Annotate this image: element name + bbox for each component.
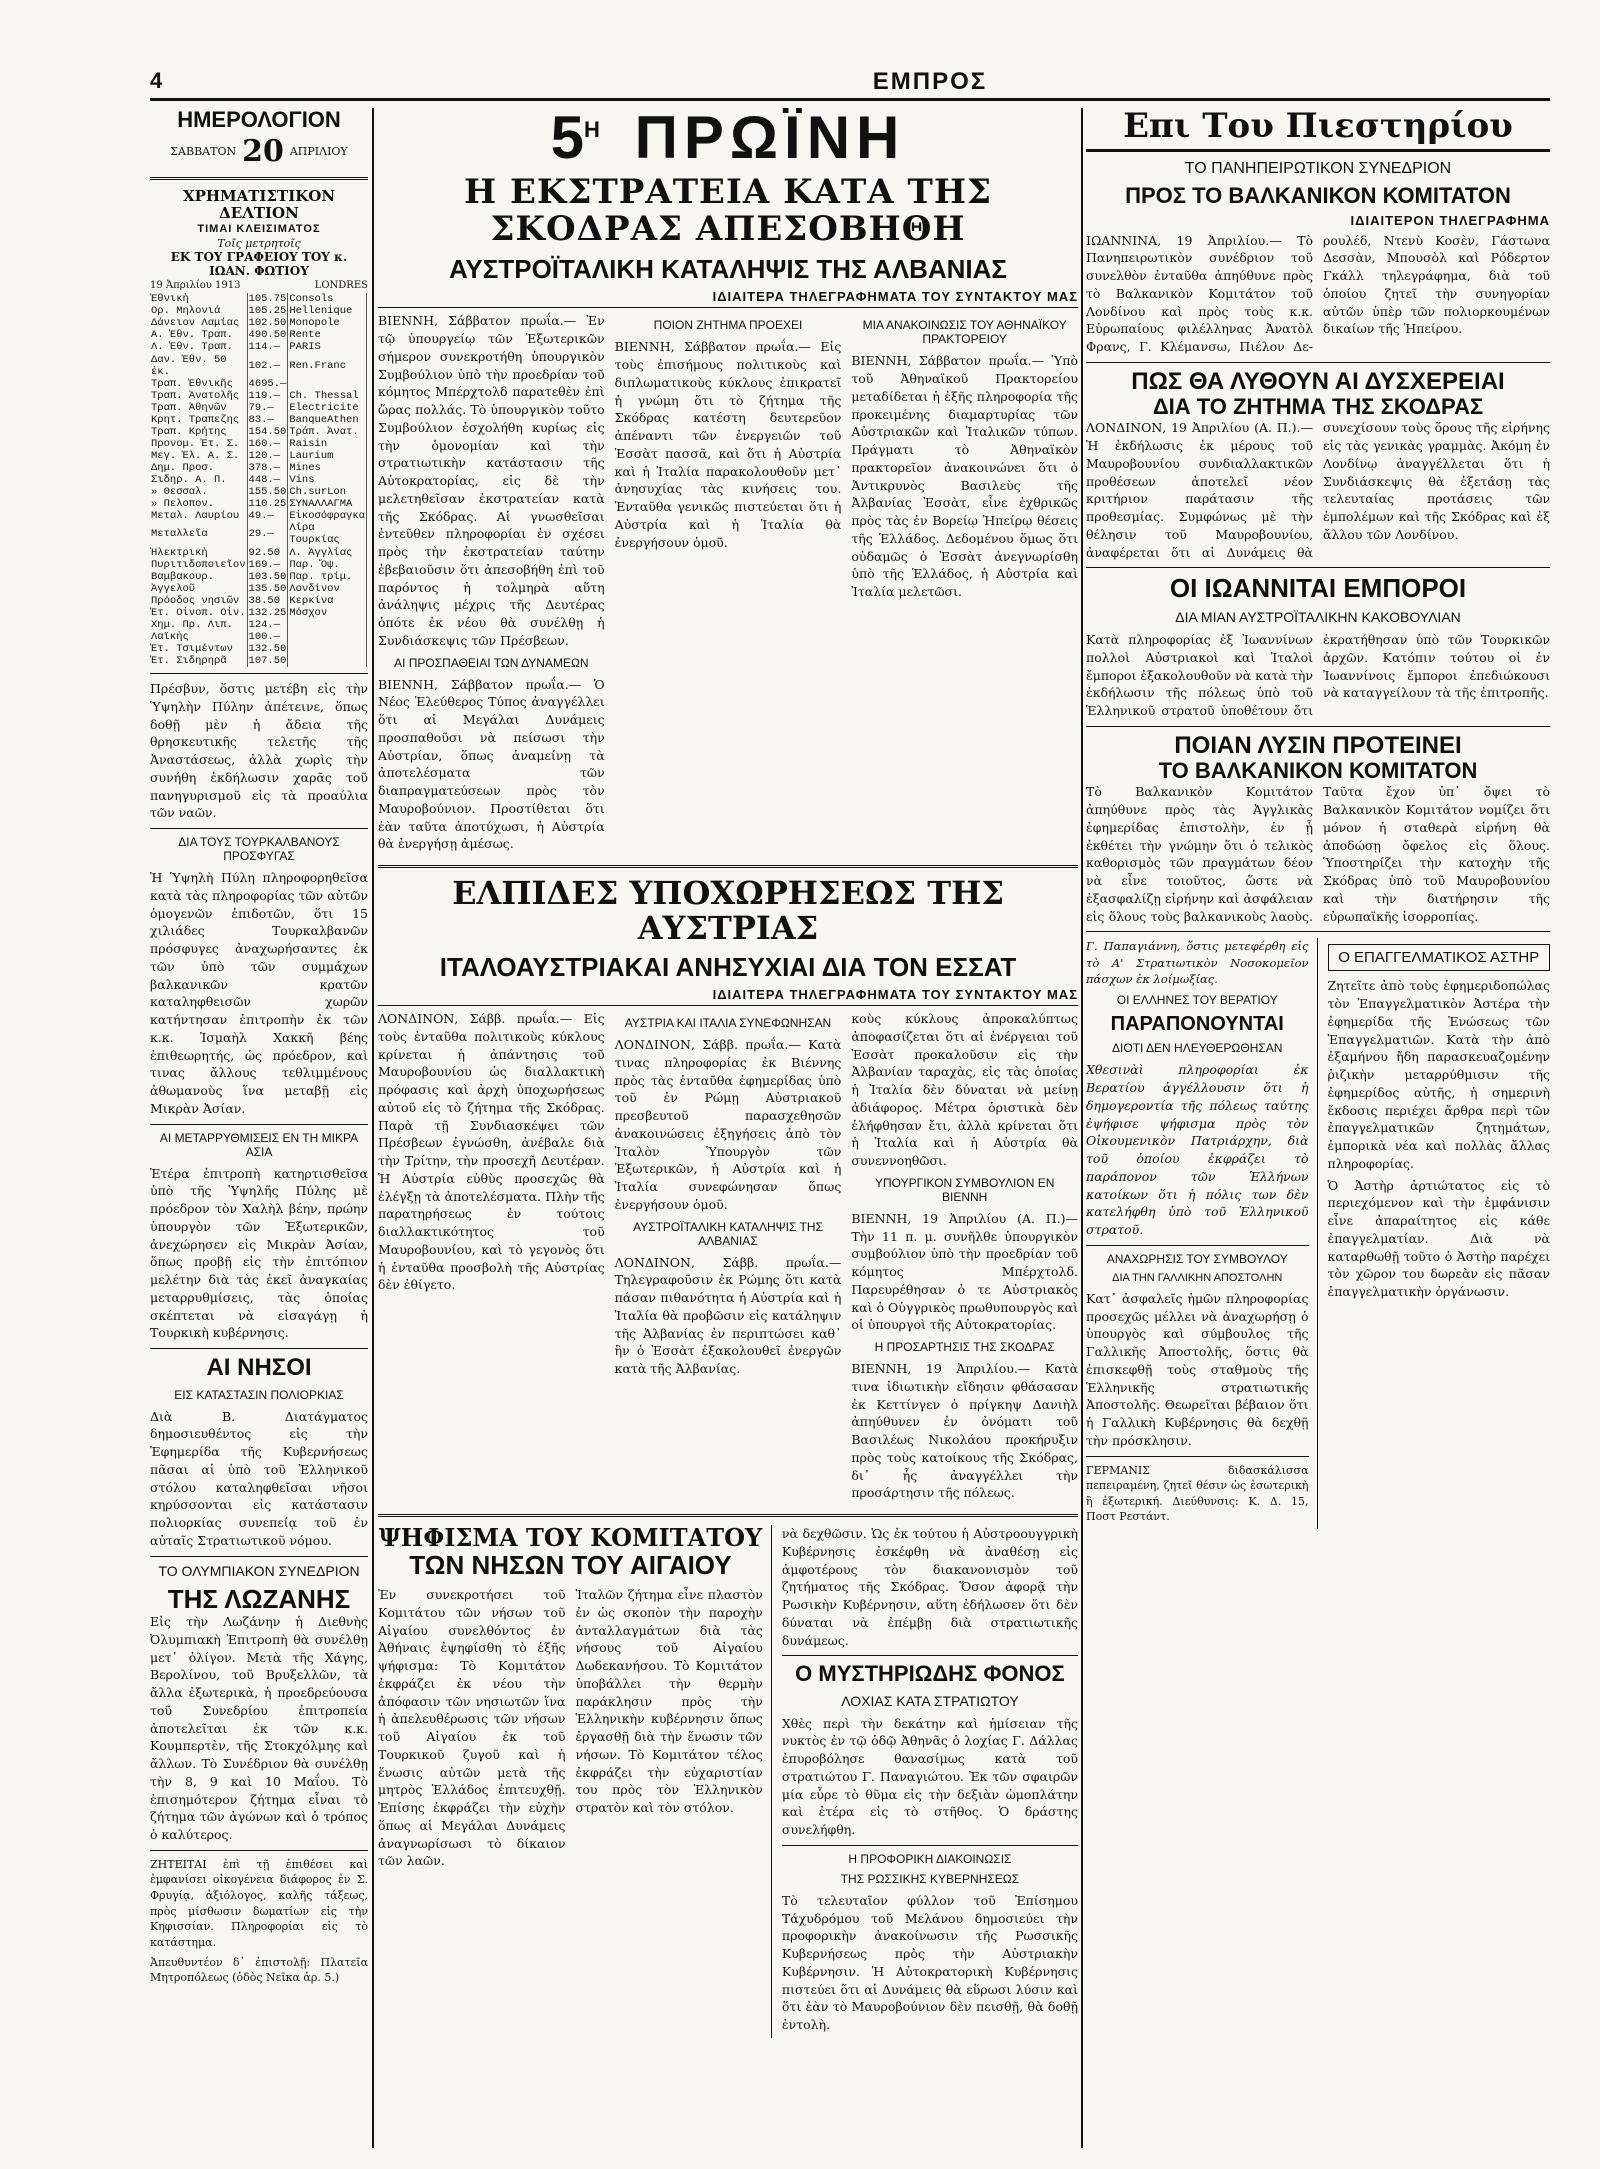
table-cell: Laurium (288, 450, 367, 462)
article-heading: ΑΥΣΤΡΟΪΤΑΛΙΚΗ ΚΑΤΑΛΗΨΙΣ ΤΗΣ ΑΛΒΑΝΙΑΣ (633, 1219, 823, 1248)
article-columns (378, 1586, 763, 1874)
table-cell: 378.— (247, 462, 288, 474)
table-cell: Τραπ. Ἀνατολῆς (150, 390, 247, 402)
table-cell (366, 595, 368, 607)
left-column (150, 108, 368, 2148)
table-cell: 155.50 (248, 486, 287, 499)
table-row (150, 655, 368, 667)
table-cell: Ἐτ. Οἰνοπ. Οἰν. (151, 606, 246, 619)
divider (782, 1655, 1078, 1656)
article-heading: ΥΠΟΥΡΓΙΚΟΝ ΣΥΜΒΟΥΛΙΟΝ ΕΝ ΒΙΕΝΝΗ (874, 1175, 1055, 1204)
bottom-articles (378, 1525, 1078, 2038)
main-subheadline: ΑΥΣΤΡΟΪΤΑΛΙΚΗ ΚΑΤΑΛΗΨΙΣ ΤΗΣ ΑΛΒΑΝΙΑΣ (449, 253, 1007, 284)
table-cell: Ch.surLon (288, 486, 367, 498)
divider (150, 828, 368, 829)
table-cell: 29.— (247, 522, 288, 546)
article-subheading: ΤΟ ΒΑΛΚΑΝΙΚΟΝ ΚΟΜΙΤΑΤΟΝ (1158, 758, 1478, 784)
table-cell: BanqueAthen (288, 414, 367, 426)
divider (1086, 567, 1550, 568)
table-cell: Παρ. Ὄψ. (288, 559, 367, 571)
table-cell: Μεγ. Ἐλ. Α. Σ. (150, 450, 247, 462)
table-row (150, 607, 368, 619)
table-cell: Α. Ἐθν. Τραπ. (150, 329, 247, 341)
article-subheading: ΠΡΟΣ ΤΟ ΒΑΛΚΑΝΙΚΟΝ ΚΟΜΙΤΑΤΟΝ (1125, 183, 1511, 209)
table-cell: 105.75 (248, 293, 287, 306)
table-cell (366, 583, 368, 595)
table-row (150, 426, 368, 438)
table-cell: 135.50 (248, 582, 287, 595)
table-row (150, 547, 368, 559)
table-cell: Consols (288, 293, 367, 305)
calendar-month: ΑΠΡΙΛΙΟΥ (289, 145, 348, 159)
article-heading: Η ΠΡΟΣΑΡΤΗΣΙΣ ΤΗΣ ΣΚΟΔΡΑΣ (874, 1340, 1055, 1355)
divider (1086, 1245, 1309, 1246)
table-row (150, 522, 368, 546)
stock-date: 19 Ἀπριλίου 1913 (150, 280, 241, 292)
table-row (150, 329, 368, 341)
article-heading: ΜΙΑ ΑΝΑΚΟΙΝΩΣΙΣ ΤΟΥ ΑΘΗΝΑΪΚΟΥ ΠΡΑΚΤΟΡΕΙΟΥ (862, 318, 1067, 347)
article-text: Κατ᾽ ἀσφαλεῖς ἡμῶν πληροφορίας προσεχῶς μέλλει νὰ ἀναχωρήσῃ ὁ ὑπουργὸς καὶ σύμβουλος τῆς Γαλλικῆς Ἀποστολῆς, ὅστις θὰ ἐπισκεφθῇ τοὺς σταθμοὺς τῆς Ἑλληνικῆς στρατιωτικῆς Ἀποστολῆς. Θεωρεῖται βέβαιον ὅτι ἡ Γαλλικὴ Κυβέρνησις θὰ δεχθῇ τὴν πρόσκλησιν. (1086, 1290, 1309, 1448)
table-cell: Δημ. Προσ. (150, 462, 247, 474)
stock-office: ΕΚ ΤΟΥ ΓΡΑΦΕΙΟΥ ΤΟΥ κ. ΙΩΑΝ. ΦΩΤΙΟΥ (170, 250, 348, 279)
table-cell: Hellenique (288, 305, 367, 317)
divider (378, 1514, 1078, 1517)
table-cell (366, 498, 368, 510)
article-subheading: ΔΙΟΤΙ ΔΕΝ ΗΛΕΥΘΕΡΩΘΗΣΑΝ (1112, 1041, 1283, 1056)
table-cell: Εἰκοσόφραγκα (289, 510, 365, 523)
calendar-date-row (150, 134, 368, 169)
table-cell (366, 559, 368, 571)
article-text: ΛΟΝΔΙΝΟΝ, Σάββ. πρωΐα.— Εἰς τοὺς ἐνταῦθα πολιτικοὺς κύκλους κρίνεται ἡ ἀπάντησις τοῦ Μαυροβουνίου ὡς διαλλακτικὴ πρόφασις καὶ ἀρχὴ ὑποχωρήσεως αὐτοῦ εἰς τὸ ζήτημα τῆς Σκόδρας. Παρὰ τῇ Συνδιασκέψει τῶν Πρέσβεων ἐγνώσθη, ἀνέβαλε διὰ τὴν Τρίτην, τὴν προσεχῆ Δευτέραν. Ἡ Αὐστρία εὐθὺς προσεχῶς θὰ ἐλέγξῃ τὰ ἀποτελέσματα. Πλὴν τῆς παρατηρήσεως ἐν τούτοις διαλλακτικότητος τοῦ Μαυροβουνίου, καὶ τὸ γεγονὸς ὅτι ἡ ἐνταῦθα προσβολὴ τῆς Αὐστρίας δὲν ἐθίγετο. (378, 1011, 605, 1293)
table-row (150, 341, 368, 353)
article-heading: ΔΙΑ ΤΟΥΣ ΤΟΥΡΚΑΛΒΑΝΟΥΣ ΠΡΟΣΦΥΓΑΣ (178, 835, 340, 864)
article-subheading: ΔΙΑ ΜΙΑΝ ΑΥΣΤΡΟΪΤΑΛΙΚΗΝ ΚΑΚΟΒΟΥΛΙΑΝ (1175, 609, 1461, 625)
divider (150, 1124, 368, 1125)
masthead: ΕΜΠΡΟΣ (872, 68, 988, 95)
table-cell: 124.— (247, 619, 288, 631)
divider (150, 1556, 368, 1557)
article-text: ΛΟΝΔΙΝΟΝ, Σάββ. πρωΐα.— Κατὰ τινας πληροφορίας ἐκ Βιέννης πρὸς τὰς ἐνταῦθα ἐφημερίδας ὑπὸ τοῦ ἐν Ρώμῃ Αὐστριακοῦ πρεσβευτοῦ παρασχεθησῶν ἀνακοινώσεις ἐξηγήσεις ἀπὸ τὸν Ἰταλὸν Ὑπουργὸν τῶν Ἐξωτερικῶν, ἡ Αὐστρία καὶ ἡ Ἰταλία συνεφώνησαν ὅπως ἐνεργήσουν ὁμοῦ. (614, 1037, 842, 1212)
divider (1086, 931, 1550, 932)
table-cell: 160.— (247, 438, 288, 450)
table-cell: 100.— (247, 631, 288, 643)
table-row (150, 474, 368, 486)
table-cell: Electricite (288, 402, 367, 414)
table-cell: 132.25 (248, 606, 287, 619)
table-cell: Σιδηρ. Α. Π. (150, 474, 247, 486)
table-cell: Λ. Ἐθν. Τραπ. (150, 341, 247, 353)
classified-ad: ΖΗΤΕΙΤΑΙ ἐπὶ τῇ ἐπιθέσει καὶ ἐμφανίσει οἰκογένεια διάφορος ἐν Σ. Φρυγίᾳ, ἀξιόλογος, καλῆς τάξεως, πρὸς μίσθωσιν δωματίων εἰς τὴν Κηφισσίαν. Πληροφορίαι εἰς τὸ κατάστημα. (150, 1857, 368, 1949)
edition-number: 5 (550, 108, 584, 171)
article-text: ΒΙΕΝΝΗ, Σάββατον πρωΐα.— Εἰς τοὺς ἐπισήμους πολιτικοὺς καὶ διπλωματικοὺς κύκλους ἐπικρατεῖ ἡ γνώμη ὅτι τὸ ζήτημα τῆς Σκόδρας κατέστη δευτερεῦον ἀπέναντι τῶν ἐνεργειῶν τοῦ Ἐσσὰτ πασσᾶ, καὶ ὅτι ἡ Αὐστρία καὶ ἡ Ἰταλία παρακολουθοῦν μετ᾽ ἀνησυχίας τὰς κινήσεις του. Ἐνταῦθα γενικῶς πιστεύεται ὅτι ἡ Αὐστρία καὶ ἡ Ἰταλία θὰ ἐνεργήσουν ὁμοῦ. (614, 339, 842, 550)
classified-ad: ΓΕΡΜΑΝΙΣ διδασκάλισσα πεπειραμένη, ζητεῖ θέσιν ὡς ἐσωτερικὴ ἢ ἐξωτερική. Διεύθυνσις: Κ. Δ. 15, Ποστ Ρεστάντ. (1086, 1463, 1309, 1524)
table-row (150, 378, 368, 390)
table-row (150, 643, 368, 655)
table-cell: 102.— (247, 354, 288, 378)
table-cell (366, 619, 368, 631)
divider (1086, 362, 1550, 363)
table-cell: 103.50 (248, 570, 287, 583)
table-cell: Μεταλλεῖα (150, 522, 247, 546)
table-cell (366, 293, 368, 305)
table-cell (366, 414, 368, 426)
second-subheadline: ΙΤΑΛΟΑΥΣΤΡΙΑΚΑΙ ΑΝΗΣΥΧΙΑΙ ΔΙΑ ΤΟΝ ΕΣΣΑΤ (439, 951, 1017, 982)
article-columns (378, 312, 1078, 857)
article-heading: ΟΙ ΕΛΛΗΝΕΣ ΤΟΥ ΒΕΡΑΤΙΟΥ (1116, 993, 1278, 1008)
article-text: ΒΙΕΝΝΗ, 19 Ἀπριλίου (Α. Π.)— Τὴν 11 π. μ. συνῆλθε ὑπουργικὸν συμβούλιον ὑπὸ τὴν προεδρίαν τοῦ κόμητος Μπέρχτολδ. Παρευρέθησαν ὁ τε Αὐστριακὸς καὶ ὁ Οὑγγρικὸς πρωθυπουργὸς καὶ οἱ ὑπουργοὶ τῆς Αὐτοκρατορίας. (851, 1210, 1078, 1333)
table-cell: 169.— (247, 559, 288, 571)
article-subheading: ΔΙΑ ΤΟ ΖΗΤΗΜΑ ΤΗΣ ΣΚΟΔΡΑΣ (1152, 394, 1484, 420)
table-cell: 119.— (247, 390, 288, 402)
telegraph-label: ΙΔΙΑΙΤΕΡΑ ΤΗΛΕΓΡΑΦΗΜΑΤΑ ΤΟΥ ΣΥΝΤΑΚΤΟΥ ΜΑΣ (378, 987, 1078, 1006)
edition-superscript: Η (584, 117, 600, 142)
center-column (378, 108, 1078, 2148)
article-note: Γ. Παπαγιάννη, ὅστις μετεφέρθη εἰς τὸ Α' Στρατιωτικὸν Νοσοκομεῖον πάσχων ἐκ λοίμωξίας. (1086, 939, 1309, 986)
press-banner: Επι Του Πιεστηρίου (1086, 108, 1550, 152)
article-heading: ΤΟ ΠΑΝΗΠΕΙΡΩΤΙΚΟΝ ΣΥΝΕΔΡΙΟΝ (1184, 160, 1452, 178)
article-text: ΛΟΝΔΙΝΟΝ, Σάββ. πρωΐα.— Τηλεγραφοῦσιν ἐκ Ρώμης ὅτι κατὰ πάσαν πιθανότητα ἡ Αὐστρία καὶ ἡ Ἰταλία θὰ προβῶσιν εἰς κατάληψιν τῆς Ἀλβανίας ἐν περιπτώσει καθ᾽ ἣν ὁ Ἐσσὰτ ἐξακολουθεῖ ἐνεργῶν κατὰ τῆς Ἀλβανίας. (614, 1254, 842, 1377)
table-row (150, 390, 368, 402)
table-row (150, 293, 368, 305)
article-heading: ΑΙ ΝΗΣΟΙ (206, 1354, 312, 1382)
article-text: ΒΙΕΝΝΗ, Σάββατον πρωΐα.— Ὁ Νέος Ἐλεύθερος Τύπος ἀναγγέλλει ὅτι αἱ Μεγάλαι Δυνάμεις προσπαθοῦσι νὰ πείσωσι τὴν Αὐστρίαν, ὅπως ἀναμείνῃ τὰ ἀποτελέσματα τῶν διαπραγματεύσεων πρὸς τὸν Μαυροβούνιον. Προστίθεται ὅτι ἐὰν ταῦτα ἀποτύχωσι, ἡ Αὐστρία θὰ ἐνεργήσῃ ἀμέσως. (378, 676, 605, 852)
table-cell: 92.50 (247, 547, 288, 559)
table-cell: 4695.— (248, 377, 287, 390)
table-cell: 448.— (247, 474, 288, 486)
article-heading: ΤΟ ΟΛΥΜΠΙΑΚΟΝ ΣΥΝΕΔΡΙΟΝ (158, 1562, 360, 1579)
table-row (150, 559, 368, 571)
article-text: Ζητεῖτε ἀπὸ τοὺς ἐφημεριδοπώλας τὸν Ἐπαγγελματικὸν Ἀστέρα τὴν ἐφημερίδα τῆς Ἑνώσεως τῶν Ἐπαγγελματιῶν. Κατὰ τὴν ἀπὸ ἐξαμήνου ἤδη παρασκευαζομένην ῥιζικὴν μεταρρύθμισιν τῆς ἐφημερίδος αὐτῆς, ἡ σημερινὴ ἔκδοσις περιέχει ἄρθρα περὶ τῶν ἐπαγγελματικῶν ζητημάτων, ἐμπορικὰ νέα καὶ πολλὰς ἄλλας πληροφορίας. (1327, 978, 1550, 1171)
table-cell: Τραπ. Ἀθηνῶν (150, 402, 247, 414)
table-cell: Raisin (288, 438, 367, 450)
table-cell: Λαϊκὴς (150, 631, 247, 643)
stock-london: LONDRES (314, 280, 368, 292)
divider (1086, 726, 1550, 727)
table-row (150, 462, 368, 474)
table-cell (366, 402, 368, 414)
article-text: ΛΟΝΔΙΝΟΝ, 19 Ἀπριλίου (Α. Π.).— Ἡ ἐκδήλωσις ἐκ μέρους τοῦ Μαυροβουνίου συνδιαλλακτικῶν προθέσεων ἀποτελεῖ νέον κριτήριον παράτασιν τῆς προθεσμίας. Συμφώνως μὲ τὴν θέλησιν τοῦ Μαυροβουνίου, ἀναφέρεται ὅτι αἱ Δυνάμεις θὰ συνεχίσουν τοὺς ὅρους τῆς εἰρήνης εἰς τὰς γενικὰς γραμμὰς. Ἀκόμη ἐν Λονδίνῳ ἀναγγέλλεται ὅτι ἡ Συνδιάσκεψις θὰ ἐξετάσῃ τὰς τελευταίας προτάσεις τῶν ἐμπολέμων καὶ τῆς Σκόδρας καὶ ἐξ ἄλλου τῶν Λονδίνου. (1086, 420, 1550, 560)
table-cell: Λ. Ἀγγλίας (288, 547, 367, 559)
telegraph-label: ΙΔΙΑΙΤΕΡΟΝ ΤΗΛΕΓΡΑΦΗΜΑ (1350, 212, 1550, 228)
table-row (150, 510, 368, 522)
article-text: Κατὰ πληροφορίας ἐξ Ἰωαννίνων πολλοὶ Αὐστριακοὶ καὶ Ἰταλοὶ ἔμποροι ἐξακολουθοῦν νὰ κατὰ τὴν ἐκδήλωσιν τῆς πόλεως ὑπὸ τοῦ Ἑλληνικοῦ στρατοῦ ὑποθέτουν ὅτι ἐκρατήθησαν ὑπὸ τῶν Τουρκικῶν ἀρχῶν. Κατόπιν τούτου οἱ ἐν Ἰωαννίνοις ἔμποροι ἐπεδιώκουσι νὰ καταγγείλουν τὰ τῆς ἐπιτροπῆς. (1086, 632, 1550, 718)
table-cell: Κερκίνα (288, 595, 367, 607)
article-subheading: ΠΑΡΑΠΟΝΟΥΝΤΑΙ (1110, 1013, 1284, 1036)
table-cell (366, 547, 368, 559)
article-text: Ἑτέρα ἐπιτροπὴ κατηρτισθεῖσα ὑπὸ τῆς Ὑψηλῆς Πύλης μὲ πρόεδρον τὸν Χαλὴλ βέην, πρώην ὑπουργὸν τῶν Ἐξωτερικῶν, ἀνεχώρησεν εἰς Μικρὰν Ἀσίαν, ὅπως προβῇ εἰς τὴν ἐπιτόπιον μελέτην διὰ τὰς ἐκεῖ ἀναγκαίας μεταρρυθμίσεις, τὰς ὁποίας σκέπτεται νὰ εἰσαγάγῃ ἡ Τουρκικὴ κυβέρνησις. (150, 1165, 368, 1341)
stock-title: ΧΡΗΜΑΤΙΣΤΙΚΟΝ ΔΕΛΤΙΟΝ (182, 187, 336, 222)
article-text: Ἰταλῶν ζήτημα εἶνε πλαστὸν ἐν ὡς σκοπὸν τὴν παροχὴν ἀνταλλαγμάτων διὰ τὰς νήσους τοῦ Αἰγαίου Δωδεκανήσου. Τὸ Κομιτάτον ὑποβάλλει τὴν θερμὴν παράκλησιν πρὸς τὴν Ἑλληνικὴν κυβέρνησιν ὅπως ἐργασθῇ διὰ τὴν ἕνωσιν τῶν νήσων. Τὸ Κομιτάτον τέλος ἐκφράζει τὴν εὐχαριστίαν του πρὸς τὸν Ἑλληνικὸν στρατὸν καὶ τὸν στόλον. (575, 1587, 763, 1816)
article-text: Ἐν συνεκροτήσει τοῦ Κομιτάτου τῶν νήσων τοῦ Αἰγαίου συνελθόντος ἐν Ἀθήναις ἐψηφίσθη τὸ ἑξῆς ψήφισμα: Τὸ Κομιτάτον ἐκφράζει ἐκ νέου τὴν ἀπόφασιν τῶν νησιωτῶν ἵνα ἡ ἀπελευθέρωσις τῶν νήσων τοῦ Αἰγαίου ἐκ τοῦ Τουρκικοῦ ζυγοῦ καὶ ἡ ἕνωσις αὐτῶν μετὰ τῆς μητρὸς Ἑλλάδος ἐπιτευχθῇ. Ἐπίσης ἐκφράζει τὴν εὐχὴν ὅπως αἱ Μεγάλαι Δυνάμεις ἀναγνωρίσωσι τὸ δίκαιον τῶν λαῶν. (378, 1587, 566, 1869)
divider (150, 1850, 368, 1851)
table-cell: Λίρα Τουρκίας (288, 522, 367, 546)
article-text: ΒΙΕΝΝΗ, Σάββατον πρωΐα.— Ἐν τῷ ὑπουργείῳ τῶν Ἐξωτερικῶν σήμερον συνεκροτήθη ὑπουργικὸν Συμβούλιον ὑπὸ τὴν προεδρίαν τοῦ κόμητος Μπέρχτολδ παρατεθὲν ἐπὶ ὥρας πολλάς. Τὸ ὑπουργικὸν τοῦτο Συμβούλιον ἐσχολήθη κυρίως εἰς τὴν ὁμονομίαν καὶ τὴν στρατιωτικὴν κατάστασιν τῆς Αὐτοκρατορίας, εἰς δὲ τὴν μελετηθεῖσαν ἐκστρατείαν κατὰ τῆς Σκόδρας. Αἱ γνωσθεῖσαι ἐντεῦθεν πληροφορίαι ἐν σχέσει πρὸς τὴν ἐκστρατείαν ταύτην ἐβεβαιοῦσιν ὅτι ἀπεσοβήθη ἐπὶ τοῦ παρόντος ἡ τολμηρὰ αὕτη ἀνάληψις μέχρις τῆς Δευτέρας ὁπότε ἐκ νέου θὰ συνέλθῃ ἡ Συνδιάσκεψις τῶν Πρέσβεων. (378, 313, 605, 648)
table-cell: Μόσχον (288, 607, 367, 619)
calendar-day: ΣΑΒΒΑΤΟΝ (170, 145, 237, 159)
article-subheading: ΤΗΣ ΛΩΖΑΝΗΣ (167, 1583, 351, 1614)
table-row (150, 486, 368, 498)
article-heading: Ο ΜΥΣΤΗΡΙΩΔΗΣ ΦΟΝΟΣ (795, 1661, 1065, 1687)
table-cell: Ἠλεκτρικὴ (150, 547, 247, 559)
table-cell: 38.50 (247, 595, 288, 607)
article-heading: ΑΥΣΤΡΙΑ ΚΑΙ ΙΤΑΛΙΑ ΣΥΝΕΦΩΝΗΣΑΝ (624, 1016, 832, 1031)
table-cell: Λονδίνον (288, 583, 367, 595)
right-column (1086, 108, 1550, 2148)
calendar-date: 20 (242, 134, 284, 170)
article-text: ΙΩΑΝΝΙΝΑ, 19 Ἀπριλίου.— Τὸ Πανηπειρωτικὸν συνέδριον τοῦ συνελθὸν ἐνταῦθα ἀπηύθυνε πρὸς τὸ Βαλκανικὸν Κομιτάτον τοῦ Λονδίνου καὶ πρὸς τοὺς κ.κ. Εὐρωπαίους φιλέλληνας Ἀνατὸλ Φρανς, Γ. Κλέμανσω, Πιέλον Δε- ρουλέδ, Ντενὺ Κοσὲν, Γάστωνα Δεσσὰν, Μπουσὸλ καὶ Ρόδερτον Γκάλλ τηλεγράφημα, διὰ τοῦ ὁποίου ζητεῖ τὴν συνηγορίαν αὐτῶν ὑπὲρ τῶν πολιορκουμένων δικαίων τῆς Ἠπείρου. (1086, 232, 1550, 355)
table-row (150, 583, 368, 595)
table-cell (366, 305, 368, 317)
table-cell: ΣΥΝΑΛΛΑΓΜΑ (288, 498, 367, 510)
table-cell (288, 643, 367, 655)
table-cell (366, 341, 368, 353)
table-cell (366, 486, 368, 498)
table-cell: Ἐτ. Σιδηρηρᾶ (150, 655, 247, 667)
article-subheading: ΕΙΣ ΚΑΤΑΣΤΑΣΙΝ ΠΟΛΙΟΡΚΙΑΣ (174, 1387, 344, 1402)
article-text: ΒΙΕΝΝΗ, Σάββατον πρωΐα.— Ὑπὸ τοῦ Ἀθηναϊκοῦ Πρακτορείου μεταδίδεται ἡ ἐξῆς πληροφορία τῆς προκειμένης διαμαρτυρίας τῶν Αὐστριακῶν καὶ Ἰταλικῶν τύπων. Πράγματι τὸ Ἀθηναϊκὸν πρακτορεῖον ἀνακοινώνει ὅτι ὁ Ἀντικρυνὸς Βασιλεὺς τῆς Ἀλβανίας Ἐσσὰτ, εἶνε ἐχθρικῶς πρὸς τὰς ἐν Βορείῳ Ἠπείρῳ θέσεις τῆς Ἑλλάδος. Δεδομένου ὅμως ὅτι οὐδαμῶς ὁ Ἐσσὰτ ἀνεγνωρίσθη ὑπὸ τῆς Ἑλλάδος, ἡ Αὐστρία καὶ Ἰταλία μελετῶσι. (851, 353, 1078, 600)
second-headline: ΕΛΠΙΔΕΣ ΥΠΟΧΩΡΗΣΕΩΣ ΤΗΣ ΑΥΣΤΡΙΑΣ (452, 874, 1004, 948)
divider (150, 673, 368, 674)
table-row (150, 631, 368, 643)
article-text: Πρέσβυν, ὅστις μετέβη εἰς τὴν Ὑψηλὴν Πύλην ἀπέτεινε, ὅπως δοθῇ μὲν ἡ ἄδεια τῆς θρησκευτικῆς τελετῆς τῆς Ἀναστάσεως, ἀλλὰ χωρὶς τὴν συνήθη ἐκδήλωσιν χαρᾶς τοῦ πανηγυρισμοῦ εἰς τὰ προαύλια τῶν ναῶν. (150, 681, 368, 821)
article-subheading: ΤΩΝ ΝΗΣΩΝ ΤΟΥ ΑΙΓΑΙΟΥ (409, 1550, 732, 1581)
table-cell (366, 317, 368, 329)
table-row (150, 414, 368, 426)
bottom-right-articles (1086, 938, 1550, 1529)
article-heading: ΨΗΦΙΣΜΑ ΤΟΥ ΚΟΜΙΤΑΤΟΥ (378, 1523, 763, 1553)
main-headline: Η ΕΚΣΤΡΑΤΕΙΑ ΚΑΤΑ ΤΗΣ ΣΚΟΔΡΑΣ ΑΠΕΣΟΒΗΘΗ (464, 172, 992, 250)
table-cell: Χημ. Πρ. Λιπ. (150, 619, 247, 631)
table-cell: Μεταλ. Λαυρίου (150, 510, 247, 522)
table-cell: Τραπ. Ἐθνικῆς (150, 378, 247, 390)
divider (378, 865, 1078, 868)
article-subheading: ΔΙΑ ΤΗΝ ΓΑΛΛΙΚΗΝ ΑΠΟΣΤΟΛΗΝ (1112, 1271, 1283, 1284)
table-cell: Ορ. Μηλονιά (150, 305, 247, 317)
table-cell (366, 426, 368, 438)
table-cell: Δαν. Ἐθν. 50 ἐκ. (150, 354, 247, 378)
table-cell (288, 631, 367, 643)
table-cell (366, 378, 368, 390)
table-cell: Ren.Franc (288, 354, 367, 378)
table-row (150, 305, 368, 317)
table-cell: 120.— (247, 450, 288, 462)
table-cell: PARIS (288, 341, 367, 353)
table-cell (366, 438, 368, 450)
table-cell (288, 619, 367, 631)
page-header (150, 68, 1550, 101)
table-row (150, 402, 368, 414)
article-text: Εἰς τὴν Λωζάνην ἡ Διεθνὴς Ὀλυμπιακὴ Ἐπιτροπὴ θὰ συνέλθῃ μετ᾽ ὀλίγον. Μετὰ τῆς Χάγης, Βερολίνου, τοῦ Βρυξελλῶν, τὰ ἄλλα ἐξωτερικὰ, ἡ προεδρεύουσα τοῦ Συνεδρίου ἐπιτροπεία ἀποτελεῖται ἐκ τῶν κ.κ. Κουμπερτὲν, τῆς Στοκχόλμης καὶ ἄλλων. Τὸ Συνέδριον θὰ συνέλθῃ τὴν 8, 9 καὶ 10 Μαΐου. Τὸ ἐπισημότερον ζήτημα εἶναι τὸ ζήτημα τῶν ἀγώνων καὶ ὁ τρόπος ὁ καλύτερος. (150, 1614, 368, 1843)
table-cell: Παρ. τρίμ. (288, 571, 367, 583)
table-cell (366, 390, 368, 402)
column-divider (1081, 108, 1083, 2148)
table-cell: Προνομ. Ἐτ. Σ. (150, 438, 247, 450)
table-row (150, 317, 368, 329)
table-cell (366, 607, 368, 619)
table-cell (366, 571, 368, 583)
table-cell: 490.50 (248, 329, 287, 342)
table-cell: 83.— (247, 414, 288, 426)
article-text: Τὸ τελευταῖον φύλλον τοῦ Ἐπίσημου Τάχυδρόμου τοῦ Μελάνου δημοσιεύει τὴν προφορικὴν ἀνακοίνωσιν τῆς Ρωσσικῆς Κυβερνήσεως πρὸς τὴν Αὐστριακὴν Κυβέρνησιν. Ἡ Αὐτοκρατορικὴ Κυβέρνησις πιστεύει ὅτι αἱ Δυνάμεις θὰ εὕρωσι λύσιν καὶ ὅτι ἐὰν τὸ Μαυροβούνιον δὲν πεισθῇ, θὰ δοθῇ ἐντολὴ. (781, 1892, 1078, 2033)
table-row (150, 571, 368, 583)
table-cell: Ἐτ. Τσιμέντων (150, 643, 247, 655)
article-text: Χθεσινὰὶ πληροφορίαι ἐκ Βερατίου ἀγγέλλουσιν ὅτι ἡ δημογεροντία τῆς πόλεως ταύτης ἐψήφισε ψήφισμα πρὸς τὸν Οἰκουμενικὸν Πατριάρχην, διὰ τοῦ ὁποίου ἐκφράζει τὸ παράπονον τῶν Ἑλλήνων κατοίκων ὅτι ἡ πόλις των δὲν κατελήφθη ὑπὸ τοῦ Ἑλληνικοῦ στρατοῦ. (1086, 1062, 1309, 1238)
article-heading: ΟΙ ΙΩΑΝΝΙΤΑΙ ΕΜΠΟΡΟΙ (1169, 573, 1467, 604)
table-cell (366, 450, 368, 462)
article-text: νὰ δεχθῶσιν. Ὡς ἐκ τούτου ἡ Αὐστροουγγρικὴ Κυβέρνησις ἐσκέφθη νὰ ἀναθέσῃ εἰς ἀμφοτέρους τὸν διακανονισμὸν τοῦ ζητήματος τῆς Σκόδρας. Ὅσον ἀφορᾷ τὴν Ρωσικὴν Κυβέρνησιν, αὕτη ἐδήλωσεν ὅτι δὲν δύναται νὰ ἐπέμβῃ διὰ στρατιωτικῆς δυνάμεως. (781, 1526, 1078, 1648)
article-columns (378, 1010, 1078, 1506)
page-number: 4 (150, 68, 163, 93)
table-cell: Ch. Thessal (288, 390, 367, 402)
article-heading: ΑΙ ΠΡΟΣΠΑΘΕΙΑΙ ΤΩΝ ΔΥΝΑΜΕΩΝ (394, 655, 589, 670)
table-cell (366, 510, 368, 522)
table-cell (288, 378, 367, 390)
divider (782, 1845, 1078, 1846)
article-heading: ΠΩΣ ΘΑ ΛΥΘΟΥΝ ΑΙ ΔΥΣΧΕΡΕΙΑΙ (1131, 367, 1505, 395)
article-heading: ΑΙ ΜΕΤΑΡΡΥΘΜΙΣΕΙΣ ΕΝ ΤΗ ΜΙΚΡΑ ΑΣΙΑ (159, 1130, 359, 1159)
stock-subtitle: ΤΙΜΑΙ ΚΛΕΙΣΙΜΑΤΟΣ (197, 223, 321, 236)
table-cell: Πρόοδος νησιῶν (150, 595, 247, 607)
table-cell (366, 655, 368, 667)
article-subheading: ΤΗΣ ΡΩΣΣΙΚΗΣ ΚΥΒΕΡΝΗΣΕΩΣ (840, 1871, 1020, 1886)
article-text: κοὺς κύκλους ἀπροκαλύπτως ἀποφασίζεται ὅτι αἱ ἐνέργειαι τοῦ Ἐσσὰτ προκαλοῦσιν εἰς τὴν Ἀλβανίαν ταραχὰς, εἰς τὰς ὁποίας ἡ Ἰταλία δὲν δύναται νὰ μείνῃ ἀδιάφορος. Μέτρα ὁριστικὰ δὲν ἐλήφθησαν ἔτι, ἀλλὰ κρίνεται ὅτι ἡ Ἰταλία καὶ ἡ Αὐστρία θὰ συνεννοηθῶσι. (851, 1011, 1078, 1169)
table-cell: Τραπ. Κρήτης (150, 426, 247, 438)
article-heading: Ο ΕΠΑΓΓΕΛΜΑΤΙΚΟΣ ΑΣΤΗΡ (1328, 944, 1551, 971)
table-cell: Mines (288, 462, 367, 474)
article-text: Χθὲς περὶ τὴν δεκάτην καὶ ἡμίσειαν τῆς νυκτὸς ἐν τῷ ὁδῷ Ἀθηνᾶς ὁ λοχίας Γ. Δάλλας ἐπυροβόλησε θανασίμως κατὰ τοῦ στρατιώτου Γ. Παναγιώτου. Ἐκ τῶν σφαιρῶν μία εὗρε τὸ θῦμα εἰς τὴν δεξιὰν ὠμοπλάτην καὶ ἐτέρα εἰς τὸ στῆθος. Ὁ δράστης συνελήφθη. (781, 1715, 1078, 1838)
divider (150, 1348, 368, 1349)
telegraph-label: ΙΔΙΑΙΤΕΡΑ ΤΗΛΕΓΡΑΦΗΜΑΤΑ ΤΟΥ ΣΥΝΤΑΚΤΟΥ ΜΑΣ (378, 289, 1078, 308)
stock-meta (150, 280, 368, 291)
table-cell (366, 329, 368, 341)
article-heading: ΠΟΙΑΝ ΛΥΣΙΝ ΠΡΟΤΕΙΝΕΙ (1174, 731, 1462, 759)
article-text: Διὰ Β. Διατάγματος δημοσιευθέντος εἰς τὴν Ἐφημερίδα τῆς Κυβερνήσεως πᾶσαι αἱ ὑπὸ τοῦ Ἑλληνικοῦ στόλου καταληφθεῖσαι νῆσοι κηρύσσονται εἰς κατάστασιν πολιορκίας συνεπείᾳ τοῦ ἐν αὐταῖς Στρατιωτικοῦ νόμου. (150, 1408, 368, 1548)
stock-by: Τοῖς μετρητοῖς (217, 237, 301, 251)
table-cell: 102.50 (248, 317, 287, 330)
edition-banner (378, 108, 1078, 171)
calendar-title: ΗΜΕΡΟΛΟΓΙΟΝ (177, 108, 341, 132)
table-cell: Δάνειον Λαμίας (150, 317, 247, 329)
article-text: Τὸ Βαλκανικὸν Κομιτάτον ἀπηύθυνε πρὸς τὰς Ἀγγλικὰς ἐφημερίδας ἐπιστολὴν, ἐν ᾗ ἐκθέτει τὴν γνώμην ὅτι ὁ τελικὸς καθορισμὸς τῶν πραγμάτων δέον νὰ εἶνε τοιοῦτος, ὥστε νὰ ἐξασφαλίζῃ εἰρήνην καὶ ἀσφάλειαν εἰς ὅλους τοὺς βαλκανικοὺς λαοὺς. Ταῦτα ἔχον ὑπ᾽ ὄψει τὸ Βαλκανικὸν Κομιτάτον νομίζει ὅτι μόνον ἡ σταθερὰ εἰρήνη θὰ ἀποδώσῃ ὄφελος εἰς ὅλους. Ὑποστηρίζει τὴν κατοχὴν τῆς Σκόδρας ὑπὸ τοῦ Μαυροβουνίου καὶ τὴν διατήρησιν τῆς εὐρωπαϊκῆς ἰσορροπίας. (1086, 784, 1550, 924)
table-cell: Ἀγγελοῦ (150, 583, 247, 595)
table-cell: » Πελοπον. (150, 498, 247, 510)
divider (150, 177, 368, 180)
table-cell (366, 462, 368, 474)
table-cell: Κρητ. Τραπεζης (150, 414, 247, 426)
table-cell (366, 474, 368, 486)
table-cell: » Θεσσαλ. (150, 486, 247, 498)
article-text: Ὁ Ἀστὴρ ἀρτιώτατος εἰς τὸ περιεχόμενον καὶ τὴν ἐμφάνισιν εἶνε ἀπαραίτητος εἰς κάθε ἐπαγγελματίαν. Διὰ νὰ καταρθωθῇ τοῦτο ὁ Ἀστὴρ παρέχει τὸν χῶρον του δωρεὰν εἰς πᾶσαν ἐπαγγελματικὴν ὀργάνωσιν. (1327, 1177, 1550, 1300)
column-divider (372, 108, 374, 2148)
table-row (150, 498, 368, 510)
table-row (150, 354, 368, 378)
article-heading: Η ΠΡΟΦΟΡΙΚΗ ΔΙΑΚΟΙΝΩΣΙΣ (848, 1851, 1012, 1866)
table-cell: 132.50 (248, 643, 287, 655)
table-cell (366, 643, 368, 655)
table-cell (288, 655, 367, 667)
classified-address: Ἀπευθυντέον δ᾽ ἐπιστολῇ: Πλατεῖα Μητροπόλεως (ὁδὸς Νεῖκα ἀρ. 5.) (150, 1955, 368, 1985)
table-cell: 110.25 (248, 498, 287, 511)
table-cell: Monopole (288, 317, 367, 329)
table-cell: Πυριτιδοποιεῖον (151, 558, 246, 571)
table-cell: 114.— (247, 341, 288, 353)
article-heading: ΑΝΑΧΩΡΗΣΙΣ ΤΟΥ ΣΥΜΒΟΥΛΟΥ (1106, 1251, 1288, 1266)
article-heading: ΠΟΙΟΝ ΖΗΤΗΜΑ ΠΡΟΕΧΕΙ (653, 318, 803, 333)
table-row (150, 619, 368, 631)
divider (1086, 1456, 1309, 1457)
table-cell: 154.50 (248, 425, 287, 438)
table-cell: Vins (288, 474, 367, 486)
article-text: ΒΙΕΝΝΗ, 19 Ἀπριλίου.— Κατὰ τινα ἰδιωτικὴν εἴδησιν φθάσασαν ἐκ Κεττίνγεν ὁ πρίγκηψ Δανιὴλ ἀπηύθυνεν ἐν ὀνόματι τοῦ Βασιλέως Νικολάου προκήρυξιν πρὸς τοὺς κατοίκους τῆς Σκόδρας, δι᾽ ἧς ἀναγγέλλει τὴν προσάρτησιν τῆς πόλεως. (851, 1361, 1078, 1501)
table-cell: 79.— (247, 402, 288, 414)
table-cell: Βαμβακουρ. (150, 571, 247, 583)
article-text: Ἡ Ὑψηλὴ Πύλη πληροφορηθεῖσα κατὰ τὰς πληροφορίας τῶν αὐτῶν ὁμογενῶν ἐπιδοτῶν, ὅτι 15 χιλιάδες Τουρκαλβανῶν πρόσφυγες ἀναχωρήσαντες ἐκ τῶν ὑπὸ τῶν συμμάχων βαλκανικῶν κρατῶν καταληφθεισῶν χωρῶν κατήντησαν ἐπιτροπὴν ἐκ τῶν κ.κ. Ἰσμαὴλ Χακκῆ βέης ἐπιθεωρητής, ὡς πρόεδρον, καὶ τινας ἄλλους τεθλιμμένους ἀθωμανοὺς ἵνα μεταβῇ εἰς Μικρὰν Ἀσίαν. (150, 870, 368, 1116)
table-cell (366, 522, 368, 546)
table-cell: 107.50 (248, 655, 287, 668)
table-cell: 105.25 (248, 305, 287, 318)
stock-table (150, 293, 368, 667)
table-cell (366, 631, 368, 643)
table-cell: Τράπ. Ἀνατ. (288, 426, 367, 438)
table-row (150, 438, 368, 450)
table-cell: Ἐθνικὴ (150, 293, 247, 305)
article-subheading: ΛΟΧΙΑΣ ΚΑΤΑ ΣΤΡΑΤΙΩΤΟΥ (841, 1692, 1019, 1709)
table-row (150, 595, 368, 607)
table-row (150, 450, 368, 462)
table-cell (366, 354, 368, 378)
edition-word: ΠΡΩΪΝΗ (634, 108, 906, 171)
table-cell: Rente (288, 329, 367, 341)
table-cell: 49.— (247, 510, 288, 522)
